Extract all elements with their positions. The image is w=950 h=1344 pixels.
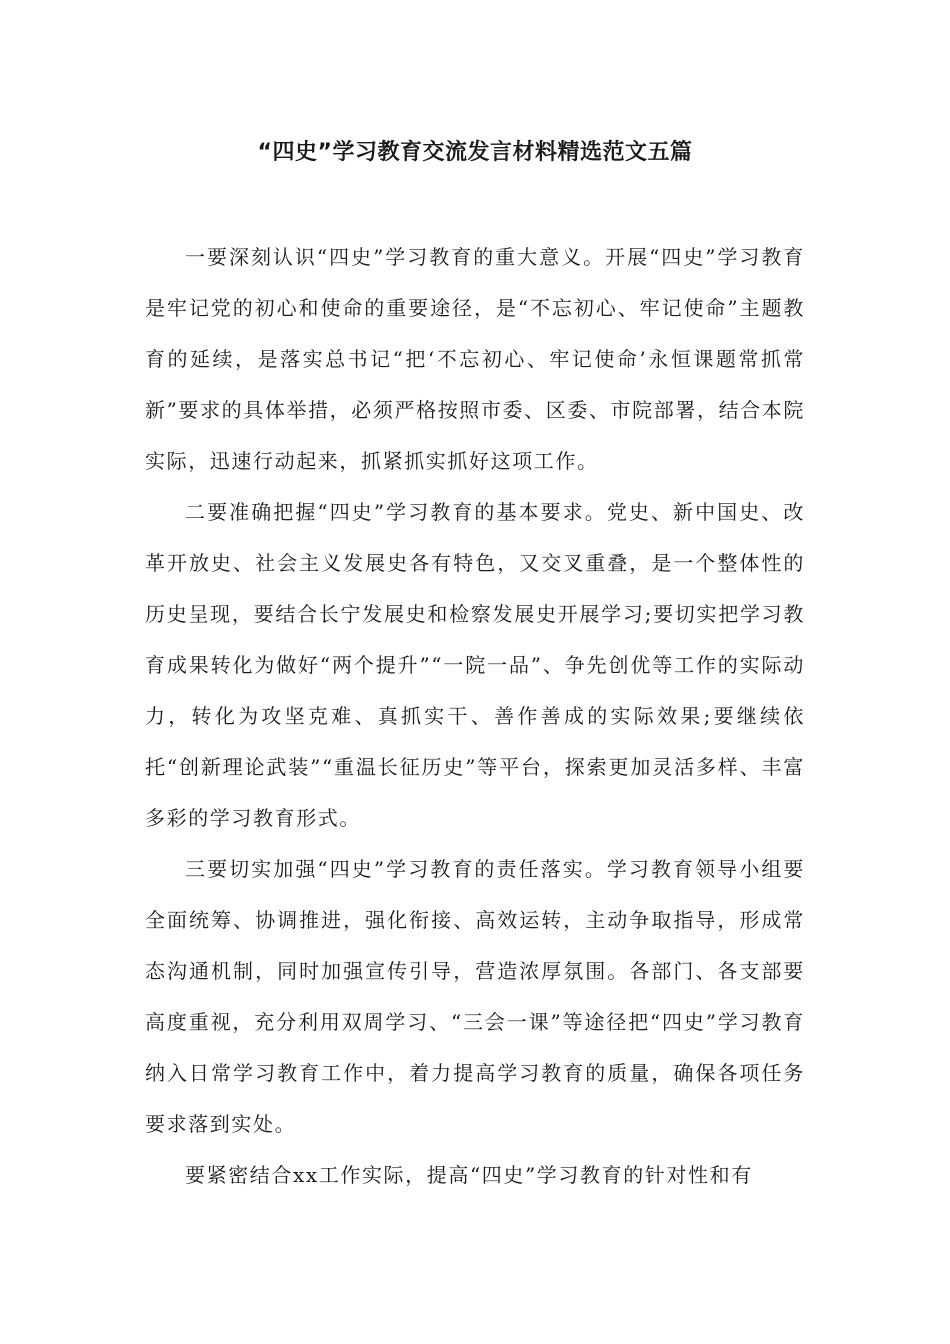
paragraph-1: 一要深刻认识“四史”学习教育的重大意义。开展“四史”学习教育是牢记党的初心和使命的重要途径，是“不忘初心、牢记使命”主题教育的延续，是落实总书记“把‘不忘初心、牢记使命’永恒课题常抓常新”要求的具体举措，必须严格按照市委、区委、市院部署，结合本院实际，迅速行动起来，抓紧抓实抓好这项工作。 [145,245,805,473]
document-body [145,232,805,1201]
paragraph-2: 二要准确把握“四史”学习教育的基本要求。党史、新中国史、改革开放史、社会主义发展史各有特色，又交叉重叠，是一个整体性的历史呈现，要结合长宁发展史和检察发展史开展学习;要切实把学习教育成果转化为做好“两个提升”“一院一品”、争先创优等工作的实际动力，转化为攻坚克难、真抓实干、善作善成的实际效果;要继续依托“创新理论武装”“重温长征历史”等平台，探索更加灵活多样、丰富多彩的学习教育形式。 [145,500,805,830]
document-title: “四史”学习教育交流发言材料精选范文五篇 [257,140,693,165]
paragraph-4: 要紧密结合xx工作实际，提高“四史”学习教育的针对性和有 [185,1163,753,1187]
paragraph-3: 三要切实加强“四史”学习教育的责任落实。学习教育领导小组要全面统筹、协调推进，强化衔接、高效运转，主动争取指导，形成常态沟通机制，同时加强宣传引导，营造浓厚氛围。各部门、各支部要高度重视，充分利用双周学习、“三会一课”等途径把“四史”学习教育纳入日常学习教育工作中，着力提高学习教育的质量，确保各项任务要求落到实处。 [145,857,805,1136]
